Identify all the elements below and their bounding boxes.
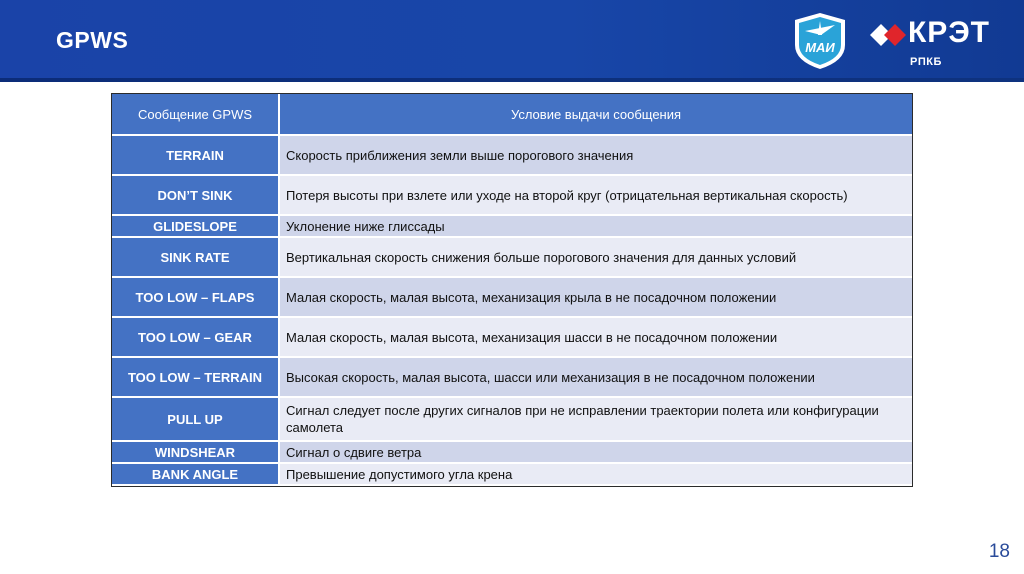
condition-cell: Потеря высоты при взлете или уходе на второй круг (отрицательная вертикальная скорость) [279,175,912,215]
header-bar [0,0,1024,82]
condition-cell: Малая скорость, малая высота, механизация крыла в не посадочном положении [279,277,912,317]
column-header-condition: Условие выдачи сообщения [279,94,912,135]
table-row [112,397,912,441]
gpws-table [111,93,913,487]
table-row [112,277,912,317]
kret-logo-text: КРЭТ [908,16,990,49]
message-cell: GLIDESLOPE [112,215,279,237]
table-row [112,175,912,215]
message-cell: DON’T SINK [112,175,279,215]
kret-logo-subtitle: РПКБ [910,56,942,68]
condition-cell: Превышение допустимого угла крена [279,463,912,485]
slide-title: GPWS [56,27,129,53]
table-row [112,357,912,397]
condition-cell: Уклонение ниже глиссады [279,215,912,237]
kret-logo [870,16,1010,72]
table-row [112,463,912,485]
condition-cell: Сигнал следует после других сигналов при не исправлении траектории полета или конфигурации самолета [279,397,912,441]
mai-logo-icon [791,11,849,71]
table-row [112,135,912,175]
page-number: 18 [988,541,1010,562]
mai-logo-text: МАИ [805,40,835,55]
kret-diamonds-icon [870,24,906,46]
message-cell: TERRAIN [112,135,279,175]
message-cell: WINDSHEAR [112,441,279,463]
condition-cell: Малая скорость, малая высота, механизация шасси в не посадочном положении [279,317,912,357]
message-cell: TOO LOW – TERRAIN [112,357,279,397]
table-row [112,237,912,277]
message-cell: TOO LOW – FLAPS [112,277,279,317]
column-header-message: Сообщение GPWS [112,94,279,135]
condition-cell: Вертикальная скорость снижения больше порогового значения для данных условий [279,237,912,277]
condition-cell: Высокая скорость, малая высота, шасси или механизация в не посадочном положении [279,357,912,397]
table-row [112,317,912,357]
condition-cell: Сигнал о сдвиге ветра [279,441,912,463]
table-header-row [112,94,912,135]
table-row [112,215,912,237]
message-cell: SINK RATE [112,237,279,277]
message-cell: PULL UP [112,397,279,441]
message-cell: TOO LOW – GEAR [112,317,279,357]
table-row [112,441,912,463]
header-shadow [0,78,1024,82]
condition-cell: Скорость приближения земли выше порогового значения [279,135,912,175]
message-cell: BANK ANGLE [112,463,279,485]
